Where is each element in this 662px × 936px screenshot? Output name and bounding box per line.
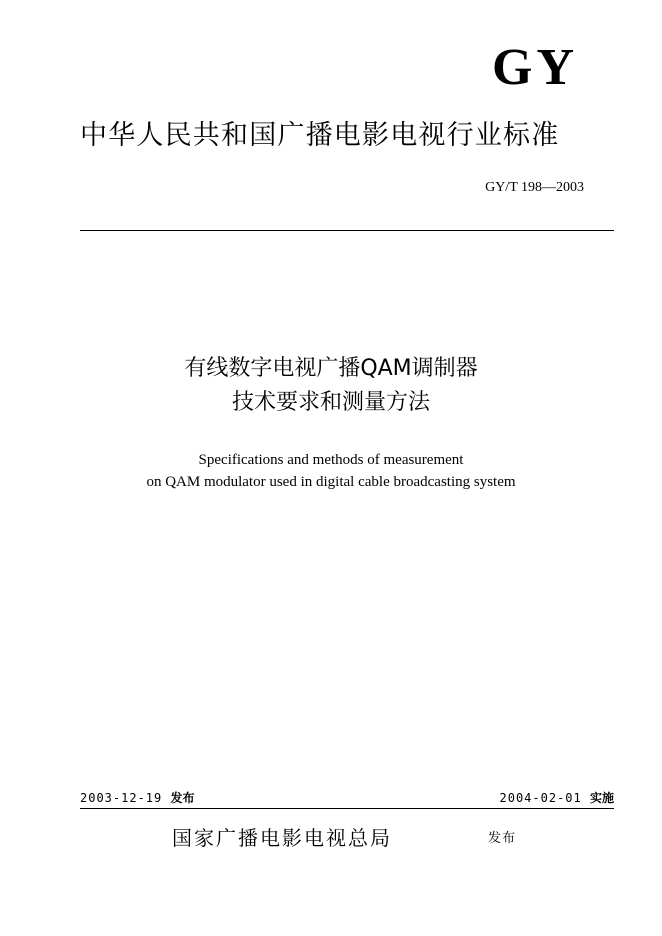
english-title-line-2: on QAM modulator used in digital cable broadcasting system: [146, 474, 516, 490]
english-title-line-1: Specifications and methods of measurement: [198, 452, 464, 468]
issue-date: 2003-12-19: [80, 791, 163, 805]
effective-label: 实施: [589, 791, 614, 805]
publisher-name: 国家广播电影电视总局: [172, 826, 392, 850]
effective-date: 2004-02-01: [499, 791, 582, 805]
effective-date-block: [500, 791, 615, 805]
chinese-title-line-1: 有线数字电视广播QAM调制器: [184, 356, 478, 381]
bottom-divider: [80, 808, 614, 809]
standard-category-title: 中华人民共和国广播电影电视行业标准: [80, 120, 560, 151]
publish-label: 发布: [488, 831, 517, 846]
issue-label: 发布: [170, 791, 195, 805]
top-divider: [80, 230, 614, 231]
chinese-title: [0, 352, 662, 420]
english-title: [0, 449, 662, 493]
gy-logo: GY: [492, 39, 578, 96]
issue-date-block: [80, 791, 195, 805]
standard-number: GY/T 198—2003: [485, 180, 584, 195]
chinese-title-line-2: 技术要求和测量方法: [231, 390, 430, 415]
